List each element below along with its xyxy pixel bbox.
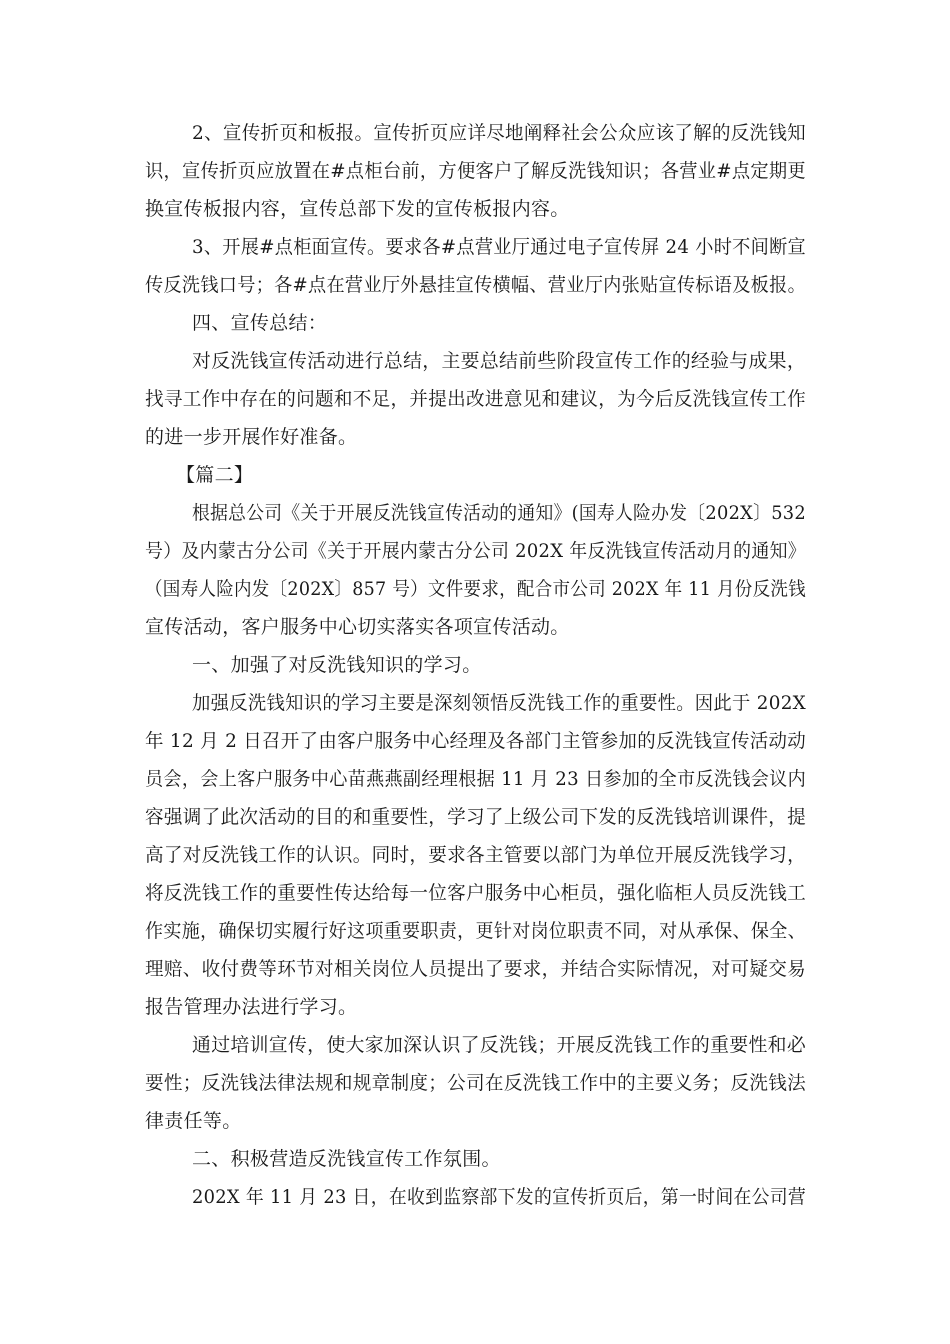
line-text: 将反洗钱工作的重要性传达给每一位客户服务中心柜员，强化临柜人员反洗钱工 <box>145 882 806 904</box>
line-text: 识，宣传折页应放置在#点柜台前，方便客户了解反洗钱知识；各营业#点定期更 <box>145 160 806 182</box>
text-line <box>0 341 950 381</box>
line-text: 理赔、收付费等环节对相关岗位人员提出了要求，并结合实际情况，对可疑交易 <box>145 958 806 980</box>
text-line <box>0 227 950 267</box>
line-text: 通过培训宣传，使大家加深认识了反洗钱；开展反洗钱工作的重要性和必 <box>192 1034 807 1056</box>
line-text: 宣传活动，客户服务中心切实落实各项宣传活动。 <box>145 616 570 638</box>
line-text: 四、宣传总结： <box>192 312 328 334</box>
text-line <box>0 379 950 419</box>
text-line <box>0 683 950 723</box>
text-line <box>0 759 950 799</box>
text-line <box>0 1025 950 1065</box>
text-line <box>0 493 950 533</box>
line-text: 202X 年 11 月 23 日，在收到监察部下发的宣传折页后，第一时间在公司营 <box>192 1186 807 1208</box>
text-line <box>0 189 950 229</box>
line-text: （国寿人险内发〔202X〕857 号）文件要求，配合市公司 202X 年 11 月份反洗钱 <box>145 578 806 600</box>
line-text: 对反洗钱宣传活动进行总结，主要总结前些阶段宣传工作的经验与成果， <box>192 350 807 372</box>
line-text: 的进一步开展作好准备。 <box>145 426 358 448</box>
line-text: 3、开展#点柜面宣传。要求各#点营业厅通过电子宣传屏 24 小时不间断宣 <box>192 236 807 258</box>
line-text: 号）及内蒙古分公司《关于开展内蒙古分公司 202X 年反洗钱宣传活动月的通知》 <box>145 540 806 562</box>
text-line <box>0 265 950 305</box>
text-line <box>0 911 950 951</box>
text-line <box>0 569 950 609</box>
text-line <box>0 873 950 913</box>
line-text: 一、加强了对反洗钱知识的学习。 <box>192 654 482 676</box>
line-text: 根据总公司《关于开展反洗钱宣传活动的通知》(国寿人险办发〔202X〕532 <box>192 502 807 524</box>
section-heading <box>0 1139 950 1179</box>
line-text: 加强反洗钱知识的学习主要是深刻领悟反洗钱工作的重要性。因此于 202X <box>192 692 807 714</box>
line-text: 作实施，确保切实履行好这项重要职责，更针对岗位职责不同，对从承保、保全、 <box>145 920 806 942</box>
text-line <box>0 1101 950 1141</box>
line-text: 报告管理办法进行学习。 <box>145 996 358 1018</box>
text-line <box>0 987 950 1027</box>
line-text: 律责任等。 <box>145 1110 242 1132</box>
text-line <box>0 531 950 571</box>
line-text: 员会，会上客户服务中心苗燕燕副经理根据 11 月 23 日参加的全市反洗钱会议内 <box>145 768 807 790</box>
line-text: 找寻工作中存在的问题和不足，并提出改进意见和建议，为今后反洗钱宣传工作 <box>145 388 806 410</box>
text-line <box>0 113 950 153</box>
line-text: 换宣传板报内容，宣传总部下发的宣传板报内容。 <box>145 198 570 220</box>
line-text: 容强调了此次活动的目的和重要性，学习了上级公司下发的反洗钱培训课件，提 <box>145 806 806 828</box>
text-line <box>0 151 950 191</box>
line-text: 二、积极营造反洗钱宣传工作氛围。 <box>192 1148 501 1170</box>
text-line <box>0 835 950 875</box>
text-line <box>0 721 950 761</box>
line-text: 年 12 月 2 日召开了由客户服务中心经理及各部门主管参加的反洗钱宣传活动动 <box>145 730 807 752</box>
line-text: 传反洗钱口号；各#点在营业厅外悬挂宣传横幅、营业厅内张贴宣传标语及板报。 <box>145 274 807 296</box>
section-heading <box>0 645 950 685</box>
text-line <box>0 1177 950 1217</box>
text-line <box>0 1063 950 1103</box>
line-text: 【篇二】 <box>176 464 254 486</box>
text-line <box>0 949 950 989</box>
text-line <box>0 607 950 647</box>
line-text: 高了对反洗钱工作的认识。同时，要求各主管要以部门为单位开展反洗钱学习， <box>145 844 806 866</box>
section-heading <box>0 303 950 343</box>
line-text: 要性；反洗钱法律法规和规章制度；公司在反洗钱工作中的主要义务；反洗钱法 <box>145 1072 806 1094</box>
part-heading <box>0 455 950 495</box>
line-text: 2、宣传折页和板报。宣传折页应详尽地阐释社会公众应该了解的反洗钱知 <box>192 122 806 144</box>
text-line <box>0 797 950 837</box>
text-line <box>0 417 950 457</box>
